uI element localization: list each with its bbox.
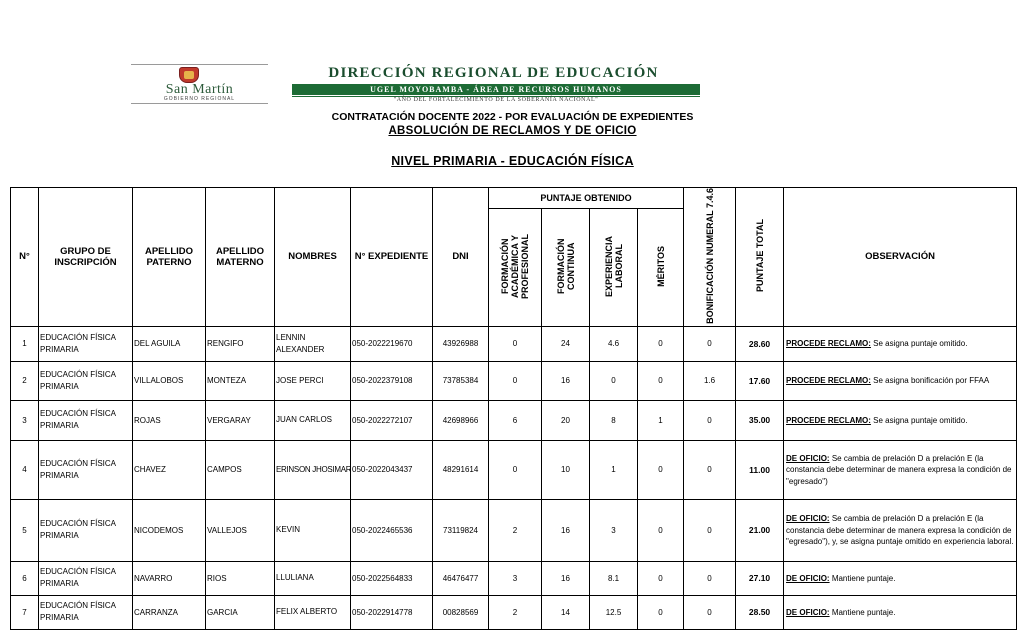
cell-meritos: 0 — [638, 326, 684, 361]
cell-nombres: KEVIN — [275, 499, 351, 561]
cell-experiencia: 0 — [590, 361, 638, 400]
header-puntaje-obtenido: PUNTAJE OBTENIDO — [489, 188, 684, 209]
cell-grupo: EDUCACIÓN FÍSICA PRIMARIA — [39, 440, 133, 499]
banner-motto: "AÑO DEL FORTALECIMIENTO DE LA SOBERANÍA NACIONAL" — [292, 96, 700, 104]
cell-expediente: 050-2022219670 — [351, 326, 433, 361]
cell-experiencia: 3 — [590, 499, 638, 561]
cell-formacion-continua: 16 — [542, 499, 590, 561]
section-title: NIVEL PRIMARIA - EDUCACIÓN FÍSICA — [391, 154, 634, 168]
cell-puntaje-total: 21.00 — [736, 499, 784, 561]
coat-of-arms-icon — [179, 67, 199, 83]
observation-label: PROCEDE RECLAMO: — [786, 339, 871, 349]
table-row — [11, 361, 1017, 400]
cell-experiencia: 8.1 — [590, 561, 638, 595]
cell-num: 4 — [11, 440, 39, 499]
cell-formacion-continua: 20 — [542, 400, 590, 440]
banner-title: DIRECCIÓN REGIONAL DE EDUCACIÓN — [328, 65, 659, 81]
cell-meritos: 0 — [638, 561, 684, 595]
cell-formacion-continua: 14 — [542, 595, 590, 629]
cell-nombres: ERINSON JHOSIMAR — [275, 440, 351, 499]
cell-meritos: 1 — [638, 400, 684, 440]
header-dni: DNI — [433, 188, 489, 327]
cell-materno: CAMPOS — [206, 440, 275, 499]
header-num: N° — [11, 188, 39, 327]
cell-dni: 43926988 — [433, 326, 489, 361]
cell-formacion-academica: 6 — [489, 400, 542, 440]
document-subtitle: ABSOLUCIÓN DE RECLAMOS Y DE OFICIO — [388, 125, 637, 137]
cell-expediente: 050-2022272107 — [351, 400, 433, 440]
cell-expediente: 050-2022379108 — [351, 361, 433, 400]
cell-puntaje-total: 11.00 — [736, 440, 784, 499]
cell-puntaje-total: 17.60 — [736, 361, 784, 400]
header-paterno: APELLIDO PATERNO — [133, 188, 206, 327]
cell-bonificacion: 0 — [684, 440, 736, 499]
cell-num: 5 — [11, 499, 39, 561]
cell-formacion-continua: 16 — [542, 361, 590, 400]
cell-num: 2 — [11, 361, 39, 400]
cell-puntaje-total: 28.50 — [736, 595, 784, 629]
observation-text: Se asigna puntaje omitido. — [870, 415, 968, 425]
observation-label: DE OFICIO: — [786, 607, 830, 617]
logo-subtitle: GOBIERNO REGIONAL — [163, 96, 236, 102]
san-martin-logo — [131, 64, 268, 104]
cell-observacion — [784, 499, 1017, 561]
table-row — [11, 400, 1017, 440]
cell-grupo: EDUCACIÓN FÍSICA PRIMARIA — [39, 595, 133, 629]
cell-materno: VALLEJOS — [206, 499, 275, 561]
cell-materno: MONTEZA — [206, 361, 275, 400]
observation-text: Mantiene puntaje. — [829, 607, 896, 617]
header-observacion: OBSERVACIÓN — [784, 188, 1017, 327]
observation-text: Se asigna puntaje omitido. — [870, 339, 968, 349]
header-bonificacion: BONIFICACIÓN NUMERAL 7.4.6 — [704, 188, 715, 324]
cell-num: 3 — [11, 400, 39, 440]
header-nombres: NOMBRES — [275, 188, 351, 327]
document-title: CONTRATACIÓN DOCENTE 2022 - POR EVALUACIÓN DE EXPEDIENTES — [331, 111, 694, 123]
cell-puntaje-total: 27.10 — [736, 561, 784, 595]
cell-meritos: 0 — [638, 440, 684, 499]
header-experiencia: EXPERIENCIA LABORAL — [603, 235, 624, 297]
header-expediente: N° EXPEDIENTE — [351, 188, 433, 327]
cell-meritos: 0 — [638, 361, 684, 400]
cell-dni: 48291614 — [433, 440, 489, 499]
header-formacion-academica: FORMACIÓN ACADÉMICA Y PROFESIONAL — [500, 233, 530, 299]
observation-text: Mantiene puntaje. — [829, 573, 896, 583]
cell-nombres: LLULIANA — [275, 561, 351, 595]
cell-materno: GARCIA — [206, 595, 275, 629]
cell-formacion-continua: 24 — [542, 326, 590, 361]
cell-paterno: ROJAS — [133, 400, 206, 440]
cell-paterno: NAVARRO — [133, 561, 206, 595]
cell-num: 7 — [11, 595, 39, 629]
header-materno: APELLIDO MATERNO — [206, 188, 275, 327]
observation-label: PROCEDE RECLAMO: — [786, 415, 871, 425]
header-grupo: GRUPO DE INSCRIPCIÓN — [39, 188, 133, 327]
cell-dni: 00828569 — [433, 595, 489, 629]
cell-observacion — [784, 361, 1017, 400]
cell-formacion-academica: 0 — [489, 326, 542, 361]
observation-text: Se asigna bonificación por FFAA — [870, 376, 990, 386]
cell-bonificacion: 1.6 — [684, 361, 736, 400]
header-puntaje-total: PUNTAJE TOTAL — [754, 219, 765, 293]
cell-expediente: 050-2022564833 — [351, 561, 433, 595]
cell-formacion-academica: 0 — [489, 440, 542, 499]
cell-formacion-continua: 10 — [542, 440, 590, 499]
logo-name: San Martín — [165, 82, 234, 97]
cell-paterno: CHAVEZ — [133, 440, 206, 499]
cell-formacion-academica: 2 — [489, 595, 542, 629]
cell-puntaje-total: 35.00 — [736, 400, 784, 440]
table-row — [11, 440, 1017, 499]
cell-dni: 73785384 — [433, 361, 489, 400]
cell-nombres: JUAN CARLOS — [275, 400, 351, 440]
table-row — [11, 326, 1017, 361]
cell-grupo: EDUCACIÓN FÍSICA PRIMARIA — [39, 361, 133, 400]
cell-expediente: 050-2022465536 — [351, 499, 433, 561]
cell-dni: 42698966 — [433, 400, 489, 440]
cell-paterno: NICODEMOS — [133, 499, 206, 561]
header-meritos: MÉRITOS — [655, 245, 666, 287]
cell-puntaje-total: 28.60 — [736, 326, 784, 361]
cell-experiencia: 4.6 — [590, 326, 638, 361]
cell-paterno: VILLALOBOS — [133, 361, 206, 400]
cell-observacion — [784, 595, 1017, 629]
observation-label: PROCEDE RECLAMO: — [786, 376, 871, 386]
results-table — [10, 187, 1017, 630]
cell-materno: RENGIFO — [206, 326, 275, 361]
cell-formacion-academica: 3 — [489, 561, 542, 595]
cell-grupo: EDUCACIÓN FÍSICA PRIMARIA — [39, 499, 133, 561]
cell-num: 6 — [11, 561, 39, 595]
cell-experiencia: 1 — [590, 440, 638, 499]
cell-nombres: FELIX ALBERTO — [275, 595, 351, 629]
cell-formacion-academica: 2 — [489, 499, 542, 561]
cell-observacion — [784, 440, 1017, 499]
cell-dni: 46476477 — [433, 561, 489, 595]
table-row — [11, 499, 1017, 561]
cell-bonificacion: 0 — [684, 561, 736, 595]
table-row — [11, 561, 1017, 595]
cell-observacion — [784, 561, 1017, 595]
cell-nombres: LENNIN ALEXANDER — [275, 326, 351, 361]
cell-num: 1 — [11, 326, 39, 361]
cell-meritos: 0 — [638, 499, 684, 561]
cell-materno: RIOS — [206, 561, 275, 595]
cell-observacion — [784, 400, 1017, 440]
cell-formacion-academica: 0 — [489, 361, 542, 400]
cell-bonificacion: 0 — [684, 499, 736, 561]
cell-grupo: EDUCACIÓN FÍSICA PRIMARIA — [39, 400, 133, 440]
observation-label: DE OFICIO: — [786, 573, 830, 583]
table-row — [11, 595, 1017, 629]
cell-bonificacion: 0 — [684, 400, 736, 440]
cell-dni: 73119824 — [433, 499, 489, 561]
observation-label: DE OFICIO: — [786, 514, 830, 524]
observation-label: DE OFICIO: — [786, 453, 830, 463]
cell-expediente: 050-2022043437 — [351, 440, 433, 499]
cell-nombres: JOSE PERCI — [275, 361, 351, 400]
observation-text: Se cambia de prelación D a prelación E (la constancia debe determinar de manera expresa la condición de "egresado"), y, se asigna puntaje omitido en experiencia laboral. — [786, 514, 1014, 547]
cell-grupo: EDUCACIÓN FÍSICA PRIMARIA — [39, 326, 133, 361]
cell-bonificacion: 0 — [684, 326, 736, 361]
cell-experiencia: 8 — [590, 400, 638, 440]
observation-text: Se cambia de prelación D a prelación E (la constancia debe determinar de manera expresa la condición de "egresado") — [786, 453, 1012, 486]
cell-paterno: DEL AGUILA — [133, 326, 206, 361]
cell-grupo: EDUCACIÓN FÍSICA PRIMARIA — [39, 561, 133, 595]
cell-observacion — [784, 326, 1017, 361]
cell-meritos: 0 — [638, 595, 684, 629]
cell-materno: VERGARAY — [206, 400, 275, 440]
institution-banner — [287, 64, 700, 104]
banner-subtitle: UGEL MOYOBAMBA - ÁREA DE RECURSOS HUMANOS — [292, 84, 700, 95]
header-formacion-continua: FORMACIÓN CONTINUA — [555, 238, 576, 294]
cell-formacion-continua: 16 — [542, 561, 590, 595]
cell-paterno: CARRANZA — [133, 595, 206, 629]
cell-bonificacion: 0 — [684, 595, 736, 629]
cell-experiencia: 12.5 — [590, 595, 638, 629]
cell-expediente: 050-2022914778 — [351, 595, 433, 629]
